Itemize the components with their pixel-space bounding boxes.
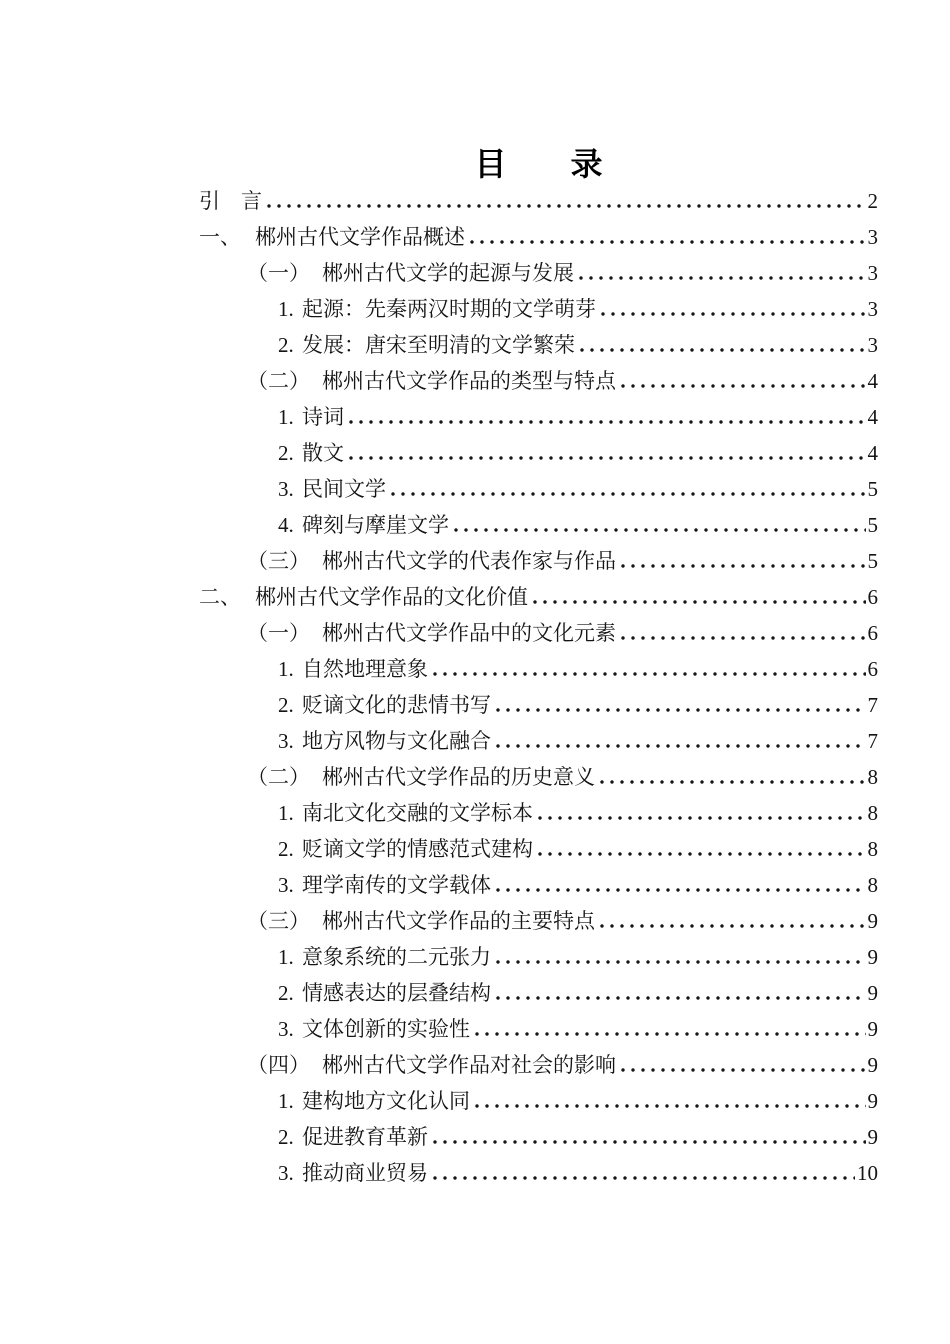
toc-entry-page-number: 8 [867,873,878,897]
dot-leader [388,471,866,507]
toc-entry-text: 意象系统的二元张力 [302,945,491,969]
toc-entry [199,291,878,327]
toc-entry-text: 南北文化交融的文学标本 [302,801,533,825]
toc-entry [199,651,878,687]
toc-entry-page-number: 9 [867,981,878,1005]
dot-leader [467,219,866,255]
toc-entry-page-number: 3 [867,261,878,285]
toc-entry-page-number: 7 [867,693,878,717]
toc-list [199,183,878,1191]
toc-entry-label: 一、 [199,225,241,249]
dot-leader [576,255,866,291]
dot-leader [346,399,866,435]
toc-entry-label: 2. [278,693,294,717]
toc-entry-label: （三） [247,549,310,573]
toc-entry-page-number: 6 [867,657,878,681]
toc-entry [199,399,878,435]
dot-leader [598,291,866,327]
toc-entry [199,1083,878,1119]
toc-entry [199,1047,878,1083]
toc-entry-text: 发展：唐宋至明清的文学繁荣 [302,333,575,357]
toc-entry-text: 碑刻与摩崖文学 [302,513,449,537]
dot-leader [264,183,866,219]
toc-entry [199,255,878,291]
toc-entry [199,903,878,939]
toc-entry [199,1119,878,1155]
dot-leader [493,939,866,975]
toc-entry-label: 1. [278,801,294,825]
toc-entry-page-number: 9 [867,1125,878,1149]
toc-entry [199,507,878,543]
dot-leader [597,759,866,795]
toc-entry-text: 郴州古代文学作品的历史意义 [322,765,595,789]
dot-leader [430,1155,855,1191]
toc-entry-text: 理学南传的文学载体 [302,873,491,897]
toc-entry-text: 贬谪文化的悲情书写 [302,693,491,717]
toc-entry-page-number: 9 [867,1017,878,1041]
dot-leader [472,1011,866,1047]
toc-entry-label: （三） [247,909,310,933]
toc-entry-label: 2. [278,837,294,861]
toc-entry-label: 4. [278,513,294,537]
toc-entry-page-number: 9 [867,1053,878,1077]
toc-entry-page-number: 2 [867,189,878,213]
dot-leader [597,903,866,939]
toc-entry [199,687,878,723]
toc-entry-label: 3. [278,1161,294,1185]
dot-leader [618,615,866,651]
toc-title: 目 录 [474,145,603,183]
toc-entry-label: 1. [278,405,294,429]
toc-entry-label: 3. [278,477,294,501]
toc-entry-label: （四） [247,1053,310,1077]
toc-entry-label: 1. [278,657,294,681]
dot-leader [493,975,866,1011]
dot-leader [430,651,866,687]
toc-entry-page-number: 9 [867,945,878,969]
toc-entry-text: 郴州古代文学作品的类型与特点 [322,369,616,393]
dot-leader [430,1119,866,1155]
toc-entry-label: （一） [247,621,310,645]
toc-entry-text: 自然地理意象 [302,657,428,681]
toc-entry [199,435,878,471]
dot-leader [346,435,866,471]
dot-leader [530,579,866,615]
toc-entry-text: 促进教育革新 [302,1125,428,1149]
toc-entry-text: 散文 [302,441,344,465]
toc-entry [199,939,878,975]
toc-entry-text: 地方风物与文化融合 [302,729,491,753]
toc-entry-text: 推动商业贸易 [302,1161,428,1185]
toc-entry-page-number: 3 [867,225,878,249]
dot-leader [618,1047,866,1083]
dot-leader [472,1083,866,1119]
toc-entry [199,327,878,363]
dot-leader [451,507,866,543]
toc-entry-page-number: 6 [867,585,878,609]
dot-leader [618,363,866,399]
toc-entry-text: 郴州古代文学作品中的文化元素 [322,621,616,645]
toc-entry-page-number: 8 [867,765,878,789]
toc-entry [199,1155,878,1191]
toc-entry-page-number: 5 [867,549,878,573]
toc-entry-page-number: 3 [867,297,878,321]
toc-entry-page-number: 4 [867,405,878,429]
toc-entry-label: 2. [278,981,294,1005]
toc-entry-label: 2. [278,441,294,465]
toc-entry-text: 贬谪文学的情感范式建构 [302,837,533,861]
toc-entry-page-number: 4 [867,369,878,393]
toc-entry-text: 诗词 [302,405,344,429]
toc-entry-text: 引 言 [199,189,262,213]
toc-entry [199,831,878,867]
toc-entry-page-number: 4 [867,441,878,465]
toc-entry-page-number: 9 [867,909,878,933]
toc-entry [199,219,878,255]
toc-entry [199,363,878,399]
toc-entry [199,615,878,651]
toc-entry-text: 郴州古代文学作品概述 [255,225,465,249]
toc-entry-label: 3. [278,873,294,897]
toc-entry-label: 二、 [199,585,241,609]
toc-entry-text: 起源：先秦两汉时期的文学萌芽 [302,297,596,321]
toc-entry [199,543,878,579]
toc-entry [199,795,878,831]
toc-entry-page-number: 6 [867,621,878,645]
toc-entry-label: 1. [278,1089,294,1113]
toc-entry-page-number: 8 [867,837,878,861]
toc-entry [199,759,878,795]
toc-entry-text: 民间文学 [302,477,386,501]
toc-entry-text: 情感表达的层叠结构 [302,981,491,1005]
toc-entry-text: 郴州古代文学作品的文化价值 [255,585,528,609]
toc-entry-page-number: 10 [857,1161,878,1185]
toc-entry-label: 1. [278,297,294,321]
toc-entry [199,579,878,615]
toc-entry-page-number: 3 [867,333,878,357]
toc-entry-label: （二） [247,369,310,393]
toc-entry-text: 郴州古代文学作品对社会的影响 [322,1053,616,1077]
dot-leader [493,687,866,723]
dot-leader [493,867,866,903]
toc-entry-label: 3. [278,1017,294,1041]
table-of-contents [199,145,878,1191]
toc-entry [199,975,878,1011]
toc-entry-label: 2. [278,333,294,357]
toc-entry [199,723,878,759]
toc-entry-page-number: 5 [867,513,878,537]
toc-entry-label: 1. [278,945,294,969]
toc-entry-label: 3. [278,729,294,753]
toc-entry [199,867,878,903]
toc-entry-label: （二） [247,765,310,789]
toc-entry-text: 郴州古代文学的起源与发展 [322,261,574,285]
dot-leader [577,327,866,363]
toc-entry-text: 文体创新的实验性 [302,1017,470,1041]
toc-entry-page-number: 9 [867,1089,878,1113]
toc-entry-text: 建构地方文化认同 [302,1089,470,1113]
toc-entry-page-number: 5 [867,477,878,501]
toc-entry [199,1011,878,1047]
dot-leader [493,723,866,759]
toc-entry-label: （一） [247,261,310,285]
toc-entry-page-number: 8 [867,801,878,825]
toc-entry-text: 郴州古代文学作品的主要特点 [322,909,595,933]
dot-leader [535,831,866,867]
toc-entry-page-number: 7 [867,729,878,753]
toc-entry-text: 郴州古代文学的代表作家与作品 [322,549,616,573]
dot-leader [618,543,866,579]
toc-entry [199,183,878,219]
toc-entry [199,471,878,507]
toc-entry-label: 2. [278,1125,294,1149]
dot-leader [535,795,866,831]
